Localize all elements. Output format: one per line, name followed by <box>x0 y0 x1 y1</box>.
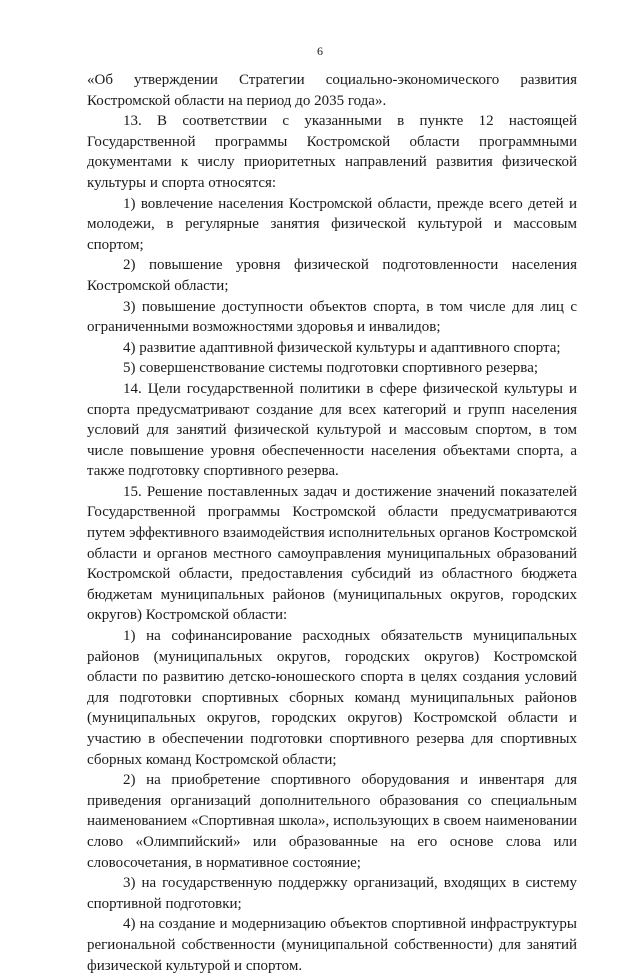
list-item-5: 5) совершенствование системы подготовки спортивного резерва; <box>123 360 539 377</box>
subsidy-item-1: 1) на софинансирование расходных обязательств муниципальных районов (муниципальных округов, городских округов) Костромской области по развитию детско-юношеского спорта в целях создания условий для подготовки спортивных сборных команд муниципальных районов (муниципальных округов, городских округов) Костромской области и участию в обеспечении подготовки спортивного резерва для спортивных сборных команд Костромской области; <box>87 628 577 768</box>
paragraph-strategy-title: «Об утверждении Стратегии социально-экономического развития Костромской области на период до 2035 года». <box>87 72 577 109</box>
list-item-1: 1) вовлечение населения Костромской области, прежде всего детей и молодежи, в регулярные занятия физической культурой и массовым спортом; <box>87 195 577 253</box>
list-item-4: 4) развитие адаптивной физической культуры и адаптивного спорта; <box>123 339 561 356</box>
page-number: 6 <box>317 44 323 58</box>
list-item-3: 3) повышение доступности объектов спорта, в том числе для лиц с ограниченными возможностями здоровья и инвалидов; <box>87 298 577 336</box>
paragraph-15: 15. Решение поставленных задач и достижение значений показателей Государственной программы Костромской области предусматриваются путем эффективного взаимодействия исполнительных органов Костромской области и органов местного самоуправления муниципальных образований Костромской области, предоставления субсидий из областного бюджета бюджетам муниципальных районов (муниципальных округов, городских округов) Костромской области: <box>87 483 577 624</box>
paragraph-14: 14. Цели государственной политики в сфере физической культуры и спорта предусматривают создание для всех категорий и групп населения условий для занятий физической культурой и массовым спортом, в том числе повышение уровня обеспеченности населения объектами спорта, а также подготовку спортивного резерва. <box>87 380 577 480</box>
list-item-2: 2) повышение уровня физической подготовленности населения Костромской области; <box>87 257 577 294</box>
paragraph-13: 13. В соответствии с указанными в пункте 12 настоящей Государственной программы Костромской области программными документами к числу приоритетных направлений развития физической культуры и спорта относятся: <box>87 113 577 191</box>
subsidy-item-2: 2) на приобретение спортивного оборудования и инвентаря для приведения организаций дополнительного образования со специальным наименованием «Спортивная школа», использующих в своем наименовании слово «Олимпийский» или образованные на его основе слова или словосочетания, в нормативное состояние; <box>87 772 577 871</box>
document-body <box>87 70 577 976</box>
subsidy-item-3: 3) на государственную поддержку организаций, входящих в систему спортивной подготовки; <box>87 875 577 912</box>
subsidy-item-4: 4) на создание и модернизацию объектов спортивной инфраструктуры региональной собственности (муниципальной собственности) для занятий физической культурой и спортом. <box>87 916 577 974</box>
